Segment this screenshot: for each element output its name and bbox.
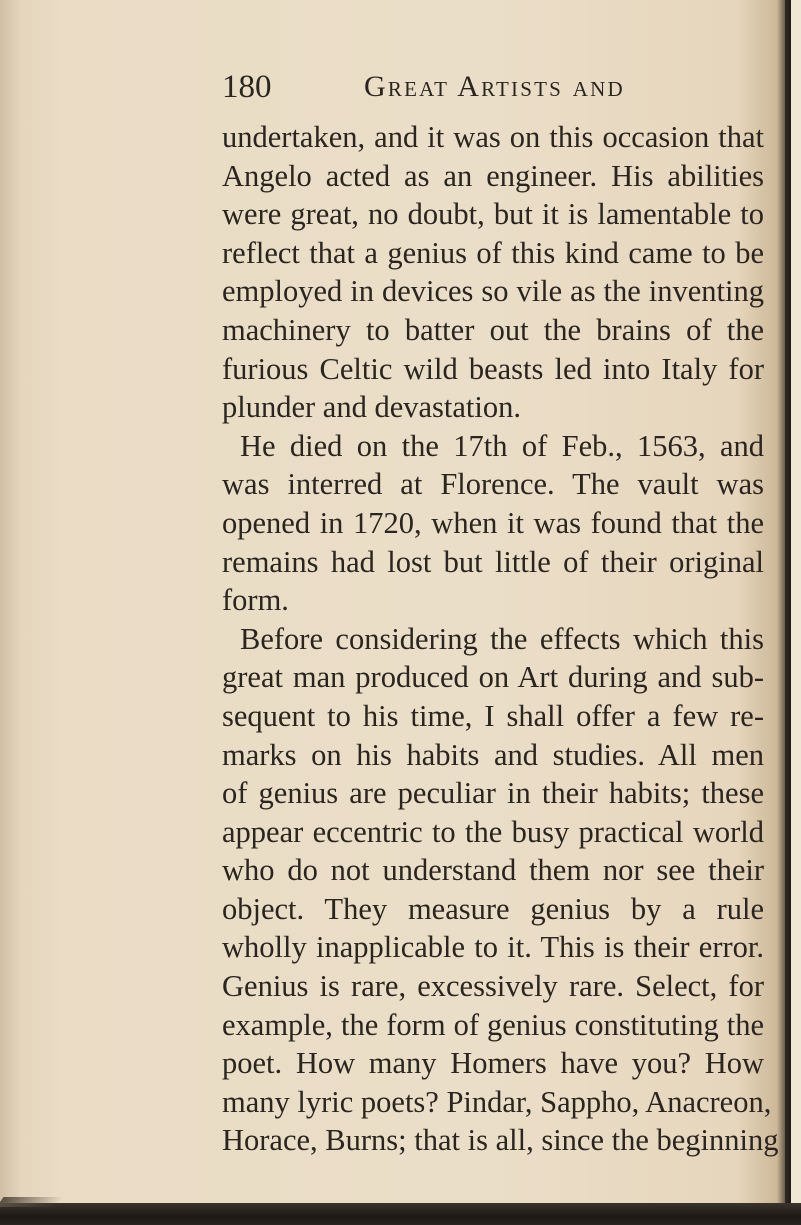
page-number: 180 <box>222 69 272 105</box>
running-header <box>222 67 642 107</box>
page-gutter-shadow <box>0 0 22 1225</box>
text-line: who do not understand them nor see their <box>222 853 764 888</box>
text-line: He died on the 17th of Feb., 1563, and <box>240 428 764 463</box>
page-edge-paper <box>791 0 801 1225</box>
text-line: Horace, Burns; that is all, since the beginning <box>222 1123 779 1158</box>
text-line: remains had lost but little of their original <box>222 544 764 579</box>
text-line: many lyric poets? Pindar, Sappho, Anacreon, <box>222 1084 772 1119</box>
page-edge-shadow <box>785 0 791 1225</box>
text-line: sequent to his time, I shall offer a few re- <box>222 698 764 733</box>
text-line: machinery to batter out the brains of the <box>222 312 764 347</box>
text-line: Before considering the effects which this <box>240 621 764 656</box>
text-line: was interred at Florence. The vault was <box>222 467 764 502</box>
text-line: opened in 1720, when it was found that the <box>222 505 764 540</box>
text-line: employed in devices so vile as the inventing <box>222 274 764 309</box>
text-line: object. They measure genius by a rule <box>222 891 764 926</box>
text-line: wholly inapplicable to it. This is their error. <box>222 930 764 965</box>
text-line: furious Celtic wild beasts led into Italy for <box>222 351 764 386</box>
body-text <box>222 118 779 1160</box>
text-line: great man produced on Art during and sub- <box>222 660 764 695</box>
text-line: poet. How many Homers have you? How <box>222 1046 764 1081</box>
text-line: form. <box>222 583 289 618</box>
text-line: appear eccentric to the busy practical world <box>222 814 764 849</box>
running-head-title: Great Artists and <box>364 70 625 103</box>
text-line: reflect that a genius of this kind came to be <box>222 235 764 270</box>
page-corner-fold <box>0 1197 64 1207</box>
text-line: Angelo acted as an engineer. His abilities <box>222 158 764 193</box>
text-line: of genius are peculiar in their habits; these <box>222 776 764 811</box>
text-line: marks on his habits and studies. All men <box>222 737 764 772</box>
text-line: Genius is rare, excessively rare. Select, for <box>222 969 764 1004</box>
text-line: plunder and devastation. <box>222 390 521 425</box>
text-line: undertaken, and it was on this occasion that <box>222 120 764 154</box>
text-line: were great, no doubt, but it is lamentable to <box>222 197 764 232</box>
page-bottom-edge <box>0 1203 801 1225</box>
text-line: example, the form of genius constituting the <box>222 1007 764 1042</box>
